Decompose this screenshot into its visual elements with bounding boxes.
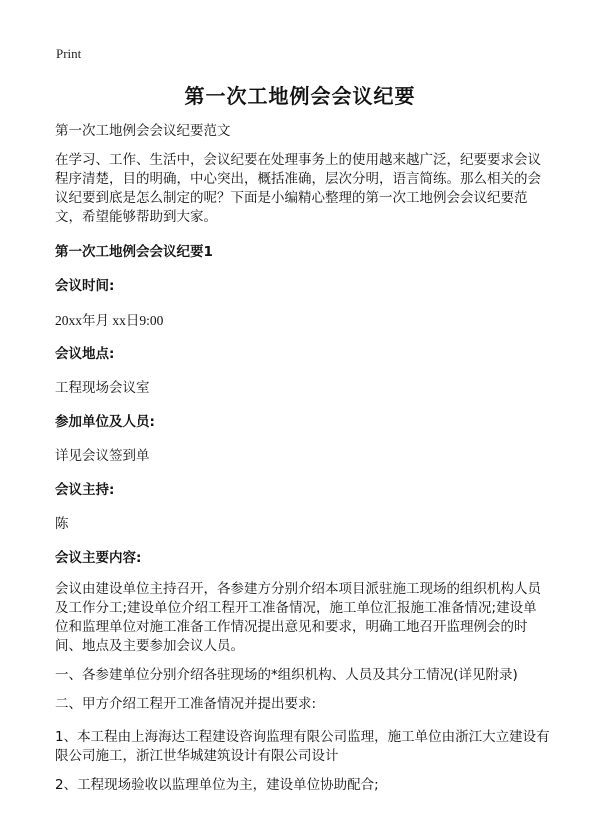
agenda-item-2-2: 2、工程现场验收以监理单位为主，建设单位协助配合; <box>55 777 379 793</box>
agenda-item-2-1: 1、本工程由上海海达工程建设咨询监理有限公司监理，施工单位由浙江大立建设有限公司施工，浙江世华城建筑设计有限公司设计 <box>55 729 550 764</box>
main-content-label: 会议主要内容: <box>55 550 142 566</box>
meeting-place-label: 会议地点: <box>55 346 115 362</box>
meeting-time-value: 20xx年月 xx日9:00 <box>55 313 164 328</box>
host-value: 陈 <box>55 516 69 532</box>
meeting-time-label: 会议时间: <box>55 278 115 294</box>
meeting-place-value: 工程现场会议室 <box>55 380 150 396</box>
main-content-paragraph: 会议由建设单位主持召开，各参建方分别介绍本项目派驻施工现场的组织机构人员及工作分工;建设单位介绍工程开工准备情况，施工单位汇报施工准备情况;建设单位和监理单位对施工准备工作情况提出意见和要求，明确工地召开监理例会的时间、地点及主要参加会议人员。 <box>55 581 541 654</box>
intro-paragraph: 在学习、工作、生活中，会议纪要在处理事务上的使用越来越广泛，纪要要求会议程序清楚，目的明确，中心突出，概括准确，层次分明，语言简练。那么相关的会议纪要到底是怎么制定的呢？下面是小编精心整理的第一次工地例会会议纪要范文，希望能够帮助到大家。 <box>55 152 541 225</box>
participants-value: 详见会议签到单 <box>55 448 150 464</box>
section-heading: 第一次工地例会会议纪要1 <box>55 244 213 260</box>
subtitle: 第一次工地例会会议纪要范文 <box>55 123 231 139</box>
document-body <box>55 122 550 795</box>
host-label: 会议主持: <box>55 482 115 498</box>
agenda-item-1: 一、各参建单位分别介绍各驻现场的*组织机构、人员及其分工情况(详见附录) <box>55 667 518 683</box>
page-title: 第一次工地例会会议纪要 <box>184 84 416 108</box>
participants-label: 参加单位及人员: <box>55 414 155 430</box>
print-link[interactable]: Print <box>56 46 82 61</box>
agenda-item-2: 二、甲方介绍工程开工准备情况并提出要求: <box>55 696 317 712</box>
